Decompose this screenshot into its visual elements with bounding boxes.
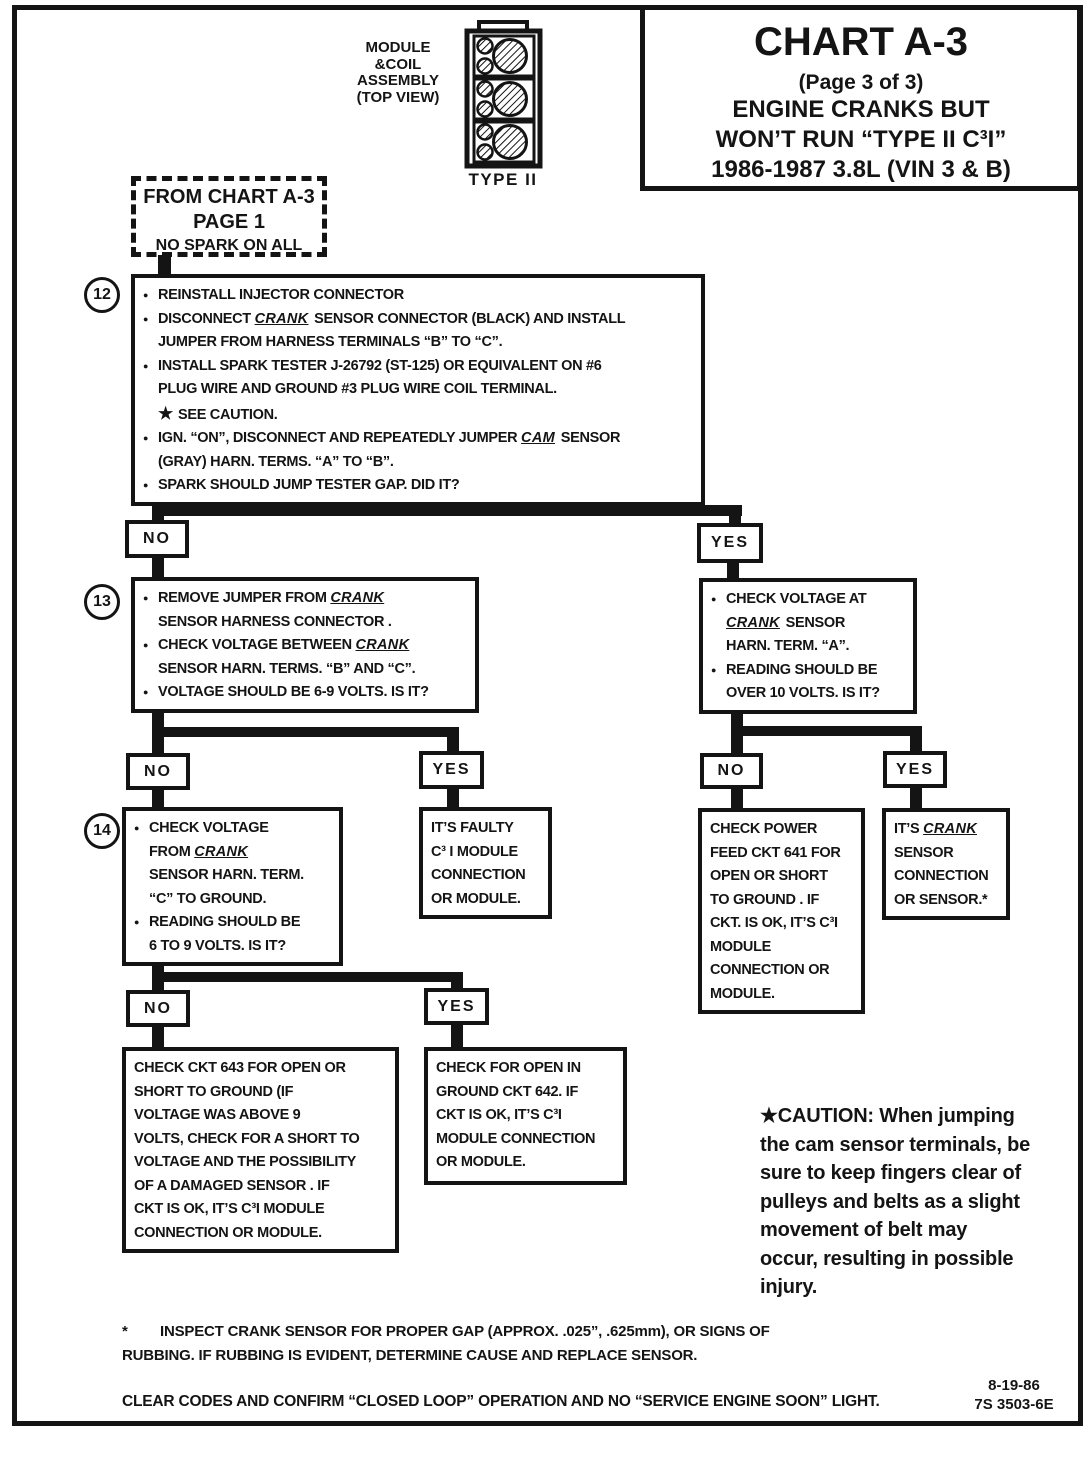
connector-line: [727, 560, 739, 580]
check-term-a-box: ● CHECK VOLTAGE AT CRANK SENSOR HARN. TERM. “A”. ● READING SHOULD BE OVER 10 VOLTS. IS IT?: [699, 578, 917, 714]
connector-line: [152, 734, 164, 755]
footer-note: CLEAR CODES AND CONFIRM “CLOSED LOOP” OPERATION AND NO “SERVICE ENGINE SOON” LIGHT.: [122, 1393, 880, 1410]
module-coil-label-line: (TOP VIEW): [356, 88, 440, 106]
connector-line: [158, 255, 171, 275]
start-box-line3: NO SPARK ON ALL: [155, 237, 303, 254]
start-box: [131, 176, 327, 257]
footnote-marker: *: [122, 1323, 128, 1340]
chart-page-label: (Page 3 of 3): [798, 71, 924, 94]
connector-line: [152, 727, 459, 737]
start-box-line2: PAGE 1: [193, 211, 265, 233]
footer-date-block: [958, 1376, 1070, 1414]
module-coil-label-line: ASSEMBLY: [357, 72, 439, 89]
chart-subtitle-2: WON’T RUN “TYPE II C³I”: [715, 126, 1007, 153]
no-branch-label-3: NO: [126, 990, 190, 1027]
ckt641-box: CHECK POWER FEED CKT 641 FOR OPEN OR SHORT TO GROUND . IF CKT. IS OK, IT’S C³I MODULE CONNECTION OR MODULE.: [698, 808, 865, 1014]
connector-line: [451, 1023, 463, 1049]
connector-line: [910, 786, 922, 810]
chart-title-box: [640, 5, 1082, 191]
caution-note: ★CAUTION: When jumping the cam sensor terminals, be sure to keep fingers clear of pulleys and belts as a slight movement of belt may occur, resulting in possible injury.: [760, 1105, 1031, 1298]
faulty-module-box: IT’S FAULTY C³ I MODULE CONNECTION OR MODULE.: [419, 807, 552, 919]
crank-sensor-box: IT’S CRANK SENSOR CONNECTION OR SENSOR.*: [882, 808, 1010, 920]
connector-line: [731, 726, 922, 736]
ckt643-box: CHECK CKT 643 FOR OPEN OR SHORT TO GROUND (IF VOLTAGE WAS ABOVE 9 VOLTS, CHECK FOR A SHORT TO VOLTAGE AND THE POSSIBILITY OF A DAMAGED SENSOR . IF CKT IS OK, IT’S C³I MODULE CONNECTION OR MODULE.: [122, 1047, 399, 1253]
step14-box: ● CHECK VOLTAGE FROM CRANK SENSOR HARN. TERM. “C” TO GROUND. ● READING SHOULD BE 6 TO 9 VOLTS. IS IT?: [122, 807, 343, 966]
chart-subtitle-1: ENGINE CRANKS BUT: [732, 96, 990, 123]
connector-line: [152, 972, 463, 982]
yes-branch-label-right: YES: [883, 751, 947, 788]
module-coil-label: [346, 40, 450, 106]
coil-assembly-icon: [462, 20, 544, 170]
no-branch-label-2: NO: [126, 753, 190, 790]
no-branch-label-right: NO: [700, 753, 763, 789]
chart-title: CHART A-3: [753, 20, 969, 64]
connector-line: [731, 734, 743, 755]
yes-branch-label-2: YES: [419, 751, 484, 789]
connector-line: [152, 1025, 164, 1049]
step-number-12: 12: [84, 277, 120, 313]
yes-branch-label-3: YES: [424, 988, 489, 1025]
footnote-text: INSPECT CRANK SENSOR FOR PROPER GAP (APPROX. .025”, .625mm), OR SIGNS OF RUBBING. IF RUBBING IS EVIDENT, DETERMINE CAUSE AND REPLACE SENSOR.: [122, 1323, 770, 1364]
start-box-line1: FROM CHART A-3: [143, 186, 315, 208]
ckt642-box: CHECK FOR OPEN IN GROUND CKT 642. IF CKT IS OK, IT’S C³I MODULE CONNECTION OR MODULE.: [424, 1047, 627, 1185]
connector-line: [447, 787, 459, 809]
module-coil-label-line: MODULE: [365, 39, 431, 56]
connector-line: [731, 787, 743, 810]
chart-subtitle-3: 1986-1987 3.8L (VIN 3 & B): [711, 156, 1011, 183]
step12-box: ● REINSTALL INJECTOR CONNECTOR ● DISCONNECT CRANK SENSOR CONNECTOR (BLACK) AND INSTALL JUMPER FROM HARNESS TERMINALS “B” TO “C”. ● INSTALL SPARK TESTER J-26792 (ST-125) OR EQUIVALENT ON #6 PLUG WIRE AND GROUND #3 PLUG WIRE COIL TERMINAL. ★ SEE CAUTION. ● IGN. “ON”, DISCONNECT AND REPEATEDLY JUMPER CAM SENSOR (GRAY) HARN. TERMS. “A” TO “B”. ● SPARK SHOULD JUMP TESTER GAP. DID IT?: [131, 274, 705, 506]
type-ii-label: TYPE II: [468, 170, 538, 189]
connector-line: [152, 505, 742, 516]
no-branch-label-1: NO: [125, 520, 189, 558]
footnote: [122, 1320, 852, 1368]
yes-branch-label-1: YES: [697, 523, 763, 563]
step-number-13: 13: [84, 584, 120, 620]
module-coil-label-line: &COIL: [374, 55, 422, 73]
step13-box: ● REMOVE JUMPER FROM CRANK SENSOR HARNESS CONNECTOR . ● CHECK VOLTAGE BETWEEN CRANK SENSOR HARN. TERMS. “B” AND “C”. ● VOLTAGE SHOULD BE 6-9 VOLTS. IS IT?: [131, 577, 479, 713]
footer-doc-number: 7S 3503-6E: [974, 1396, 1054, 1413]
footer-date: 8-19-86: [988, 1377, 1040, 1394]
connector-line: [152, 788, 164, 809]
step-number-14: 14: [84, 813, 120, 849]
